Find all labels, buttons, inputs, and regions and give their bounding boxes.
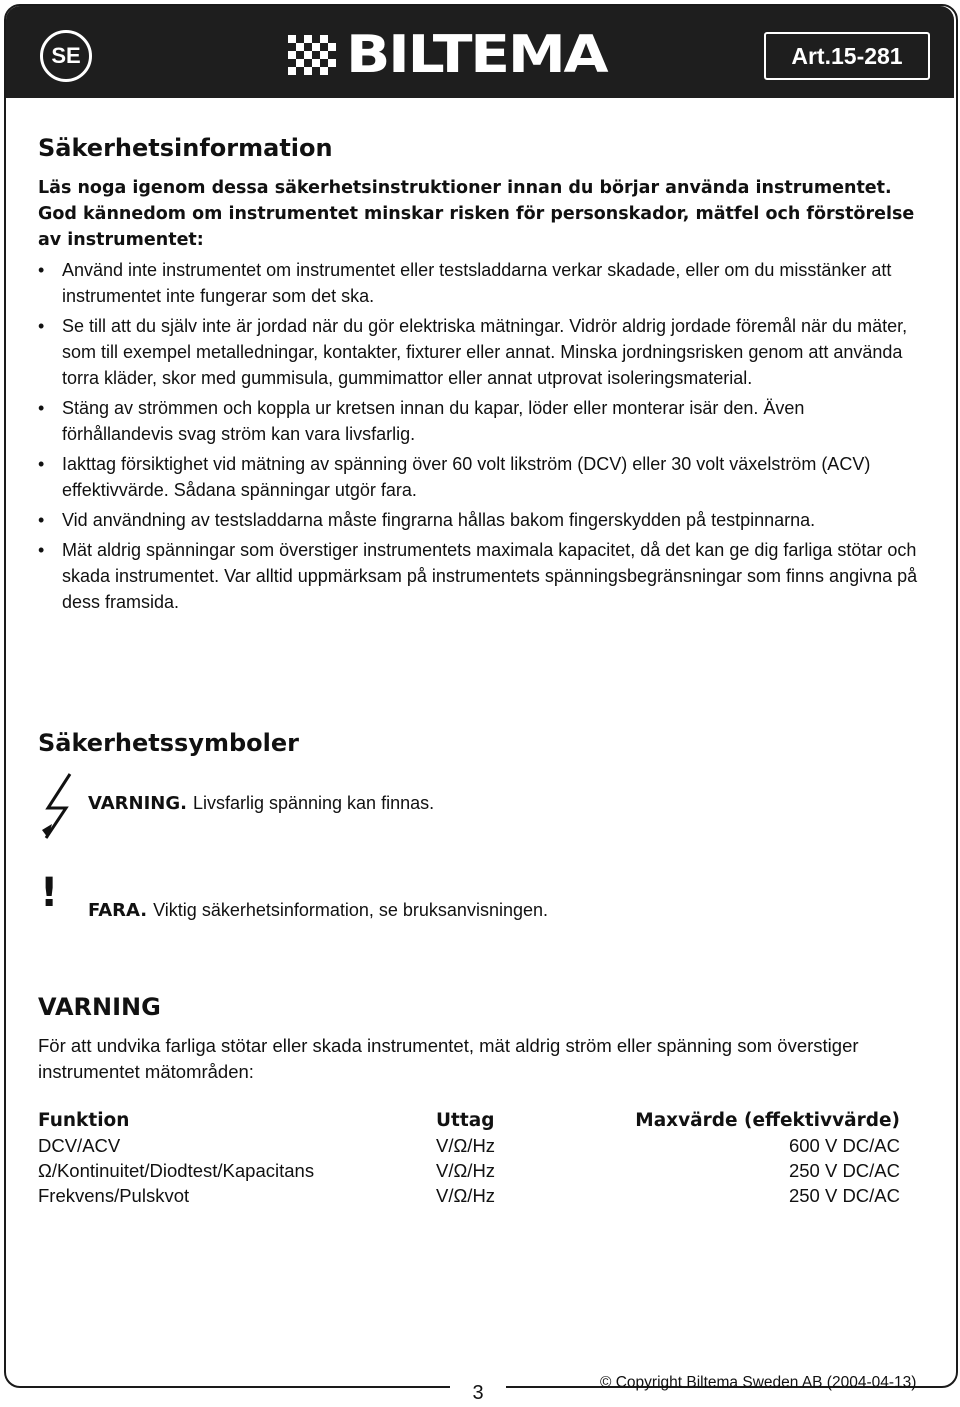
list-item: • Mät aldrig spänningar som överstiger instrumentets maximala kapacitet, då det kan ge dig farliga stötar och skada instrumentet. Var alltid uppmärksam på instrumentets spänningsbegränsningar som finns angivna på dess framsida.: [38, 540, 918, 612]
brand-logo: [288, 25, 607, 85]
lightning-bolt-icon: [38, 772, 78, 842]
column-header: Maxvärde (effektivvärde): [635, 1109, 900, 1131]
table-cell: V/Ω/Hz: [436, 1134, 496, 1156]
safety-info-title: Säkerhetsinformation: [38, 134, 333, 162]
copyright-notice: © Copyright Biltema Sweden AB (2004-04-13): [600, 1374, 917, 1391]
exclamation-icon: !: [40, 870, 59, 916]
danger-label: FARA.: [88, 900, 148, 921]
list-item: • Se till att du själv inte är jordad när du gör elektriska mätningar. Vidrör aldrig jordade föremål när du mäter, som till exempel metalledningar, kontakter, fixturer eller annat. Minska jordningsrisken genom att använda torra kläder, skor med gummisula, gummimattor eller annat utprovat isoleringsmaterial.: [38, 316, 908, 388]
symbols-title: Säkerhetssymboler: [38, 729, 299, 757]
table-cell: DCV/ACV: [38, 1134, 121, 1156]
table-row: [38, 1183, 900, 1208]
header-bar: [6, 6, 954, 98]
list-item: • Vid användning av testsladdarna måste fingrarna hållas bakom fingerskydden på testpinnarna.: [38, 510, 816, 530]
spec-table: [38, 1107, 900, 1208]
table-cell: 600 V DC/AC: [788, 1134, 900, 1156]
table-row: [38, 1133, 900, 1158]
varning-text: För att undvika farliga stötar eller skada instrumentet, mät aldrig ström eller spänning som överstiger instrumentet mätområden:: [38, 1035, 859, 1082]
table-cell: V/Ω/Hz: [436, 1184, 496, 1206]
warning-symbol-row: [88, 793, 434, 814]
table-row: [38, 1158, 900, 1183]
table-cell: Frekvens/Pulskvot: [38, 1184, 190, 1206]
language-badge: SE: [40, 30, 92, 82]
page-number: 3: [450, 1382, 506, 1405]
table-cell: V/Ω/Hz: [436, 1159, 496, 1181]
warning-text: Livsfarlig spänning kan finnas.: [192, 793, 435, 813]
list-item: • Använd inte instrumentet om instrumentet eller testsladdarna verkar skadade, eller om du misstänker att instrumentet inte fungerar som det ska.: [38, 260, 892, 306]
column-header: Funktion: [38, 1109, 130, 1131]
article-number: Art.15-281: [764, 32, 930, 80]
safety-bullet-list: [38, 257, 918, 619]
list-item: • Iakttag försiktighet vid mätning av spänning över 60 volt likström (DCV) eller 30 volt växelström (ACV) effektivvärde. Sådana spänningar utgör fara.: [38, 454, 871, 500]
table-cell: 250 V DC/AC: [788, 1159, 900, 1181]
warning-label: VARNING.: [88, 793, 187, 814]
checkered-flag-icon: [288, 35, 340, 75]
list-item: • Stäng av strömmen och koppla ur kretsen innan du kapar, löder eller monterar isär den. Även förhållandevis svag ström kan vara livsfarlig.: [38, 398, 805, 444]
danger-text: Viktig säkerhetsinformation, se bruksanvisningen.: [153, 900, 548, 920]
table-cell: Ω/Kontinuitet/Diodtest/Kapacitans: [38, 1159, 315, 1181]
danger-symbol-row: [88, 900, 548, 921]
table-header-row: [38, 1107, 900, 1133]
varning-title: VARNING: [38, 993, 161, 1021]
safety-intro: Läs noga igenom dessa säkerhetsinstruktioner innan du börjar använda instrumentet. God kännedom om instrumentet minskar risken för personskador, mätfel och förstörelse av instrumentet:: [38, 178, 915, 250]
brand-name: BILTEMA: [346, 25, 607, 85]
column-header: Uttag: [436, 1109, 495, 1131]
table-cell: 250 V DC/AC: [788, 1184, 900, 1206]
